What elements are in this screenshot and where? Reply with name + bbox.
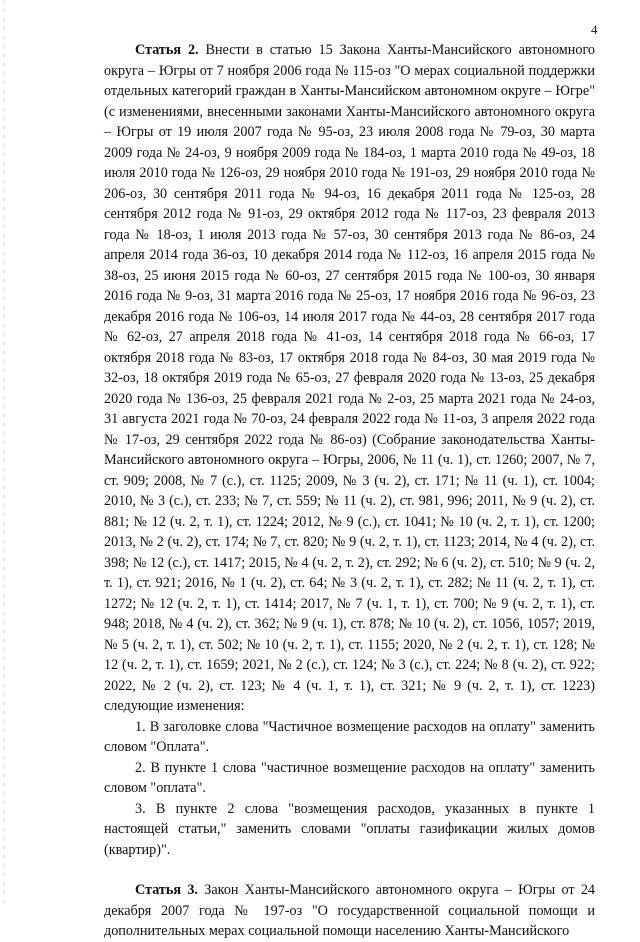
paragraph-gap: [104, 860, 595, 880]
article-3-paragraph: [104, 880, 595, 942]
page-number: 4: [591, 22, 598, 37]
document-body: [104, 40, 595, 942]
article-3-title: Статья 3.: [135, 882, 198, 898]
article-2-title: Статья 2.: [135, 42, 199, 58]
amendment-item-2: 2. В пункте 1 слова "частичное возмещение расходов на оплату" заменить словом "оплата".: [104, 759, 595, 796]
amendment-item-3: 3. В пункте 2 слова "возмещения расходов, указанных в пункте 1 настоящей статьи," заменить словами "оплаты газификации жилых домов (квартир)".: [104, 800, 595, 858]
article-3-text: Закон Ханты-Мансийского автономного округа – Югры от 24 декабря 2007 года № 197-оз "О государственной социальной помощи и дополнительных мерах социальной помощи населению Ханты-Мансийского: [104, 882, 596, 939]
article-2-text: Внести в статью 15 Закона Ханты-Мансийского автономного округа – Югры от 7 ноября 2006 года № 115-оз "О мерах социальной поддержки отдельных категорий граждан в Ханты-Мансийском автономном округе – Югре" (с изменениями, внесенными законами Ханты-Мансийского автономного округа – Югры от 19 июля 2007 года № 95-оз, 23 июля 2008 года № 79-оз, 30 марта 2009 года № 24-оз, 9 ноября 2009 года № 184-оз, 1 марта 2010 года № 49-оз, 18 июля 2010 года № 126-оз, 29 ноября 2010 года № 191-оз, 29 ноября 2010 года № 206-оз, 30 сентября 2011 года № 94-оз, 16 декабря 2011 года № 125-оз, 28 сентября 2012 года № 91-оз, 29 октября 2012 года № 117-оз, 23 февраля 2013 года № 18-оз, 1 июля 2013 года № 57-оз, 30 сентября 2013 года № 86-оз, 24 апреля 2014 года 36-оз, 10 декабря 2014 года № 112-оз, 16 апреля 2015 года № 38-оз, 25 июня 2015 года № 60-оз, 27 сентября 2015 года № 100-оз, 30 января 2016 года № 9-оз, 31 марта 2016 года № 25-оз, 17 ноября 2016 года № 96-оз, 23 декабря 2016 года № 106-оз, 14 июля 2017 года № 44-оз, 28 сентября 2017 года № 62-оз, 27 апреля 2018 года № 41-оз, 14 сентября 2018 года № 66-оз, 17 октября 2018 года № 83-оз, 17 октября 2018 года № 84-оз, 30 мая 2019 года № 32-оз, 18 октября 2019 года № 65-оз, 27 февраля 2020 года № 13-оз, 25 декабря 2020 года № 136-оз, 25 февраля 2021 года № 2-оз, 25 марта 2021 года № 24-оз, 31 августа 2021 года № 70-оз, 24 февраля 2022 года № 11-оз, 3 апреля 2022 года № 17-оз, 29 сентября 2022 года № 86-оз) (Собрание законодательства Ханты-Мансийского автономного округа – Югры, 2006, № 11 (ч. 1), ст. 1260; 2007, № 7, ст. 909; 2008, № 7 (с.), ст. 1125; 2009, № 3 (ч. 2), ст. 171; № 11 (ч. 1), ст. 1004; 2010, № 3 (с.), ст. 233; № 7, ст. 559; № 11 (ч. 2), ст. 981, 996; 2011, № 9 (ч. 2), ст. 881; № 12 (ч. 2, т. 1), ст. 1224; 2012, № 9 (с.), ст. 1041; № 10 (ч. 2, т. 1), ст. 1200; 2013, № 2 (ч. 2), ст. 174; № 7, ст. 820; № 9 (ч. 2, т. 1), ст. 1123; 2014, № 4 (ч. 2), ст. 398; № 12 (с.), ст. 1417; 2015, № 4 (ч. 2, т. 2), ст. 292; № 6 (ч. 2), ст. 510; № 9 (ч. 2, т. 1), ст. 921; 2016, № 1 (ч. 2), ст. 64; № 3 (ч. 2, т. 1), ст. 282; № 11 (ч. 2, т. 1), ст. 1272; № 12 (ч. 2, т. 1), ст. 1414; 2017, № 7 (ч. 1, т. 1), ст. 700; № 9 (ч. 2, т. 1), ст. 948; 2018, № 4 (ч. 2), ст. 362; № 9 (ч. 1), ст. 878; № 10 (ч. 2), ст. 1056, 1057; 2019, № 5 (ч. 2, т. 1), ст. 502; № 10 (ч. 2, т. 1), ст. 1155; 2020, № 2 (ч. 2, т. 1), ст. 128; № 12 (ч. 2, т. 1), ст. 1659; 2021, № 2 (с.), ст. 124; № 3 (с.), ст. 224; № 8 (ч. 2), ст. 922; 2022, № 2 (ч. 2), ст. 123; № 4 (ч. 1, т. 1), ст. 321; № 9 (ч. 2, т. 1), ст. 1223) следующие изменения:: [104, 42, 596, 714]
scan-margin-line: [3, 0, 4, 905]
amendment-item-1: 1. В заголовке слова "Частичное возмещение расходов на оплату" заменить словом "Оплата".: [104, 718, 595, 755]
article-2-paragraph: [104, 40, 595, 717]
